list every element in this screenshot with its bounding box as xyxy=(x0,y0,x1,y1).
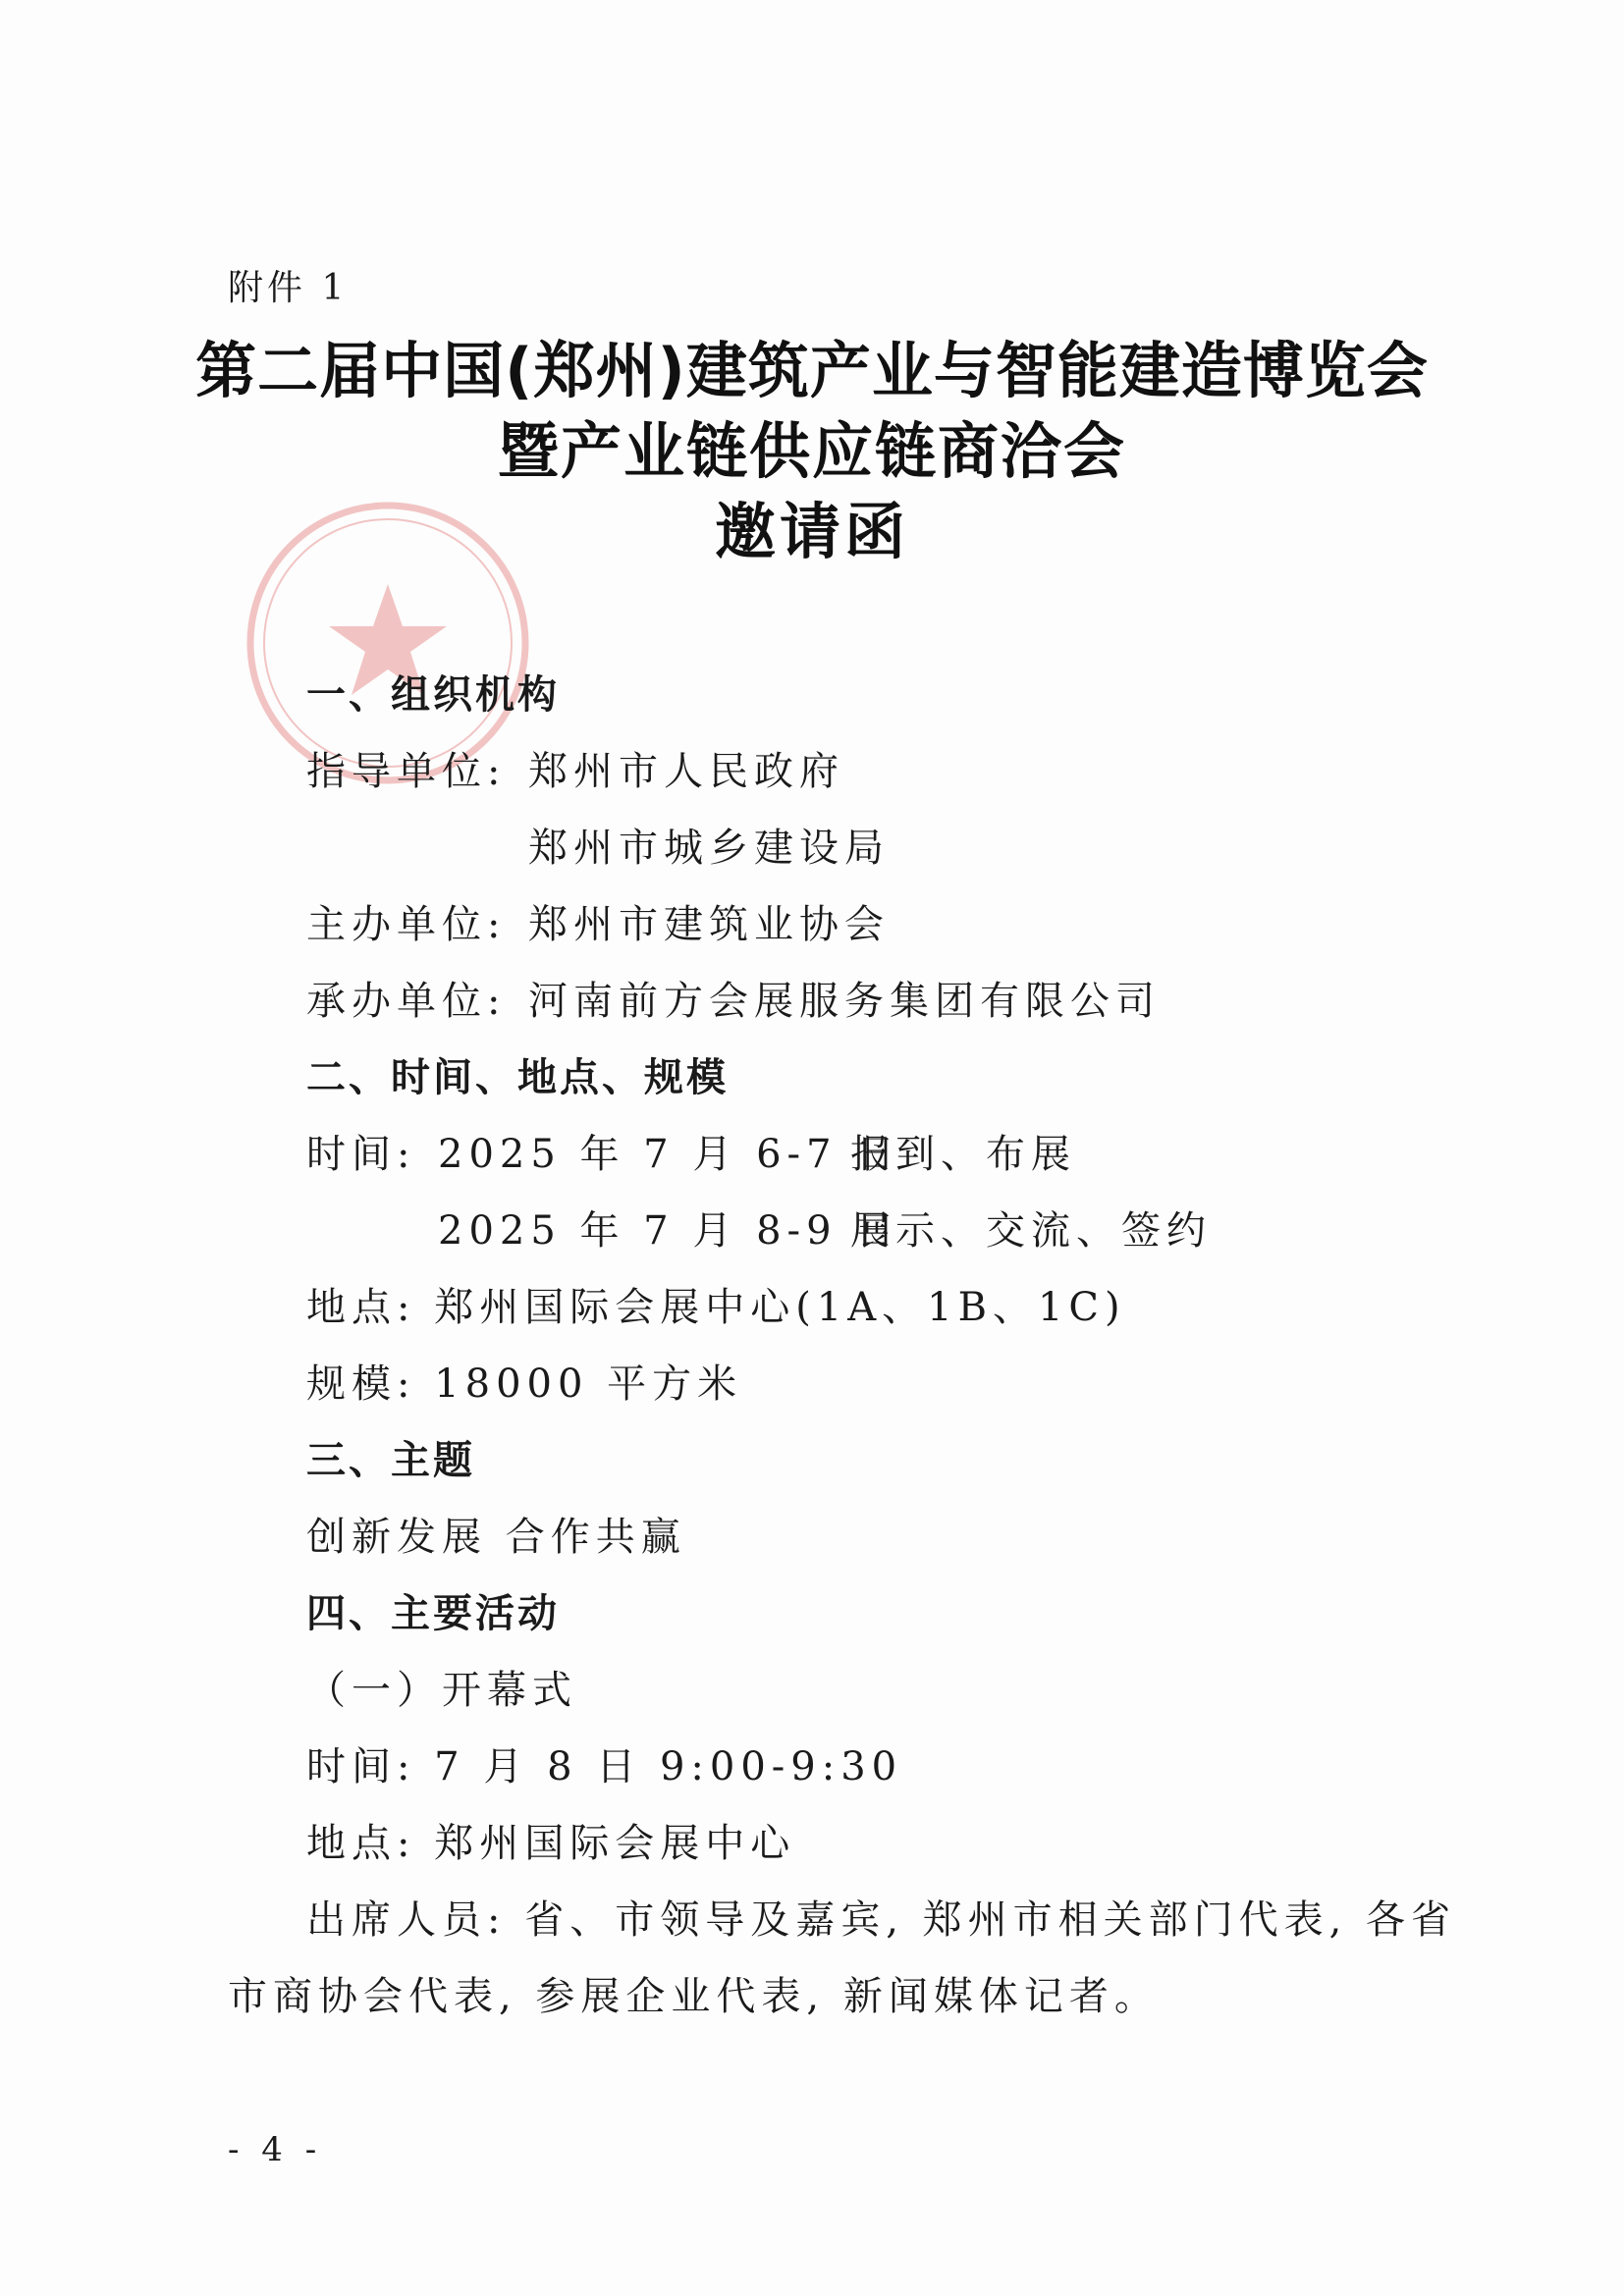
time-row-1-date: 2025 年 7 月 6-7 日 xyxy=(438,1132,901,1177)
scale-line: 规模: 18000 平方米 xyxy=(306,1362,743,1407)
document-title-line-3: 邀请函 xyxy=(714,496,909,567)
page-number: - 4 - xyxy=(228,2130,323,2169)
document-title-line-1: 第二届中国(郑州)建筑产业与智能建造博览会 xyxy=(195,335,1429,406)
theme-line: 创新发展 合作共赢 xyxy=(306,1515,686,1560)
opening-place-line: 地点: 郑州国际会展中心 xyxy=(306,1821,796,1866)
time-label: 时间: xyxy=(306,1132,416,1177)
organizer-unit: 河南前方会展服务集团有限公司 xyxy=(528,979,1161,1024)
section-4-heading: 四、主要活动 xyxy=(306,1591,560,1636)
section-3-heading: 三、主题 xyxy=(306,1438,475,1483)
place-line: 地点: 郑州国际会展中心(1A、1B、1C) xyxy=(306,1285,1126,1330)
time-row-1-activity: 报到、布展 xyxy=(850,1132,1076,1177)
organizer-unit-label: 承办单位: xyxy=(306,979,507,1024)
host-unit: 郑州市建筑业协会 xyxy=(528,902,890,947)
document-title-line-2: 暨产业链供应链商洽会 xyxy=(497,415,1126,487)
time-row-2-date: 2025 年 7 月 8-9 日 xyxy=(438,1208,901,1254)
attachment-label: 附件 1 xyxy=(228,268,349,308)
guide-unit-2: 郑州市城乡建设局 xyxy=(528,826,890,871)
opening-time-line: 时间: 7 月 8 日 9:00-9:30 xyxy=(306,1744,903,1789)
attendees-line-2: 市商协会代表, 参展企业代表, 新闻媒体记者。 xyxy=(228,1974,1160,2019)
guide-unit-1: 郑州市人民政府 xyxy=(528,749,844,794)
time-row-2-activity: 展示、交流、签约 xyxy=(850,1208,1212,1254)
section-2-heading: 二、时间、地点、规模 xyxy=(306,1055,729,1100)
guide-unit-label: 指导单位: xyxy=(306,749,507,794)
subsection-1-heading: （一）开幕式 xyxy=(306,1668,577,1713)
attendees-line-1: 出席人员: 省、市领导及嘉宾, 郑州市相关部门代表, 各省 xyxy=(306,1897,1457,1943)
host-unit-label: 主办单位: xyxy=(306,902,507,947)
section-1-heading: 一、组织机构 xyxy=(306,672,560,718)
